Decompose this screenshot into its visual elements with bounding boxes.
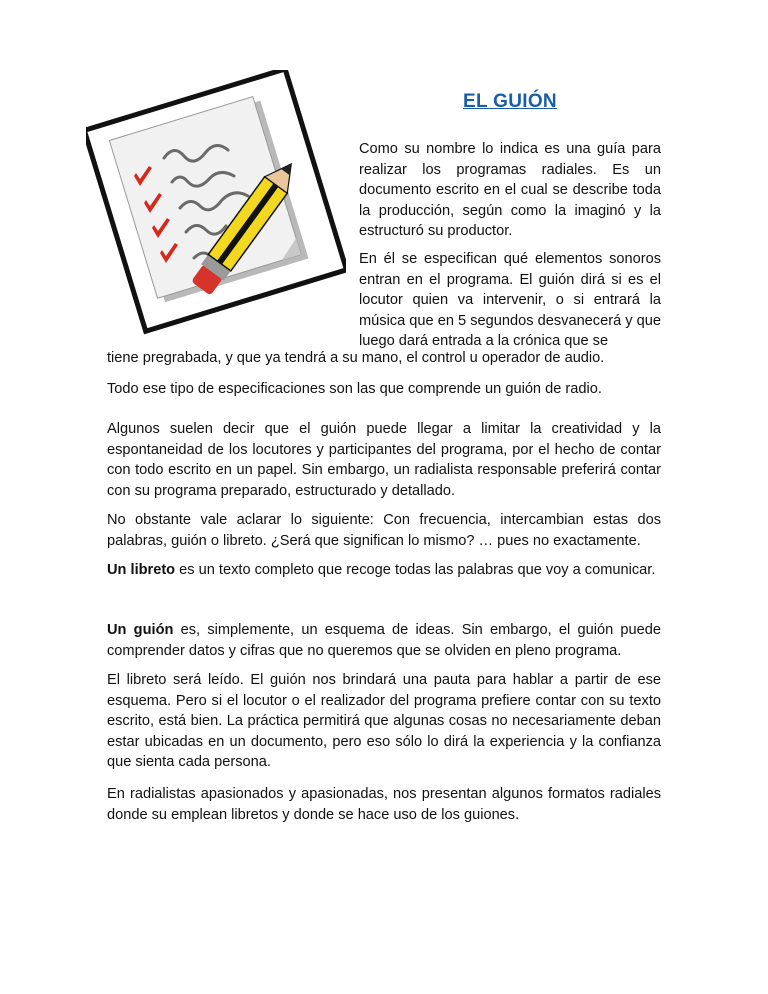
- libreto-term: Un libreto: [107, 562, 176, 578]
- formats-paragraph: En radialistas apasionados y apasionadas, nos presentan algunos formatos radiales donde su emplean libretos y donde se hace uso de los guiones.: [107, 786, 661, 823]
- document-title: EL GUIÓN: [463, 91, 557, 112]
- creativity-paragraph: Algunos suelen decir que el guión puede llegar a limitar la creatividad y la espontaneidad de los locutores y participantes del programa, por el hecho de contar con todo escrito en un papel. Sin embargo, un radialista responsable preferirá contar con su programa preparado, estructurado y detallado.: [107, 421, 661, 499]
- checklist-pencil-illustration: [86, 70, 346, 335]
- guion-term: Un guión: [107, 622, 174, 638]
- intro-paragraph: Como su nombre lo indica es una guía para realizar los programas radiales. Es un documento escrito en el cual se describe toda la producción, según como la imaginó y la estructuró su productor.: [359, 141, 661, 239]
- libreto-definition: es un texto completo que recoge todas las palabras que voy a comunicar.: [175, 562, 656, 578]
- libreto-definition-paragraph: [107, 560, 661, 581]
- guion-definition-paragraph: [107, 620, 661, 661]
- reading-paragraph: El libreto será leído. El guión nos brindará una pauta para hablar a partir de ese esquema. Pero si el locutor o el realizador del programa prefiere contar con su texto escrito, está bien. La práctica permitirá que algunas cosas no necesariamente deban estar ubicadas en un documento, pero eso sólo lo dirá la experiencia y la confianza que sienta cada persona.: [107, 672, 661, 770]
- sound-elements-paragraph-continued: tiene pregrabada, y que ya tendrá a su mano, el control u operador de audio.: [107, 350, 605, 366]
- sound-elements-paragraph: En él se especifican qué elementos sonoros entran en el programa. El guión dirá si es el locutor quien va intervenir, o si entrará la música que en 5 segundos desvanecerá y que luego dará entrada a la crónica que se: [359, 251, 661, 349]
- clarification-paragraph: No obstante vale aclarar lo siguiente: Con frecuencia, intercambian estas dos palabras, guión o libreto. ¿Será que significan lo mismo? … pues no exactamente.: [107, 512, 661, 549]
- specifications-paragraph: Todo ese tipo de especificaciones son las que comprende un guión de radio.: [107, 381, 602, 397]
- guion-definition: es, simplemente, un esquema de ideas. Sin embargo, el guión puede comprender datos y cifras que no queremos que se olviden en pleno programa.: [107, 622, 661, 659]
